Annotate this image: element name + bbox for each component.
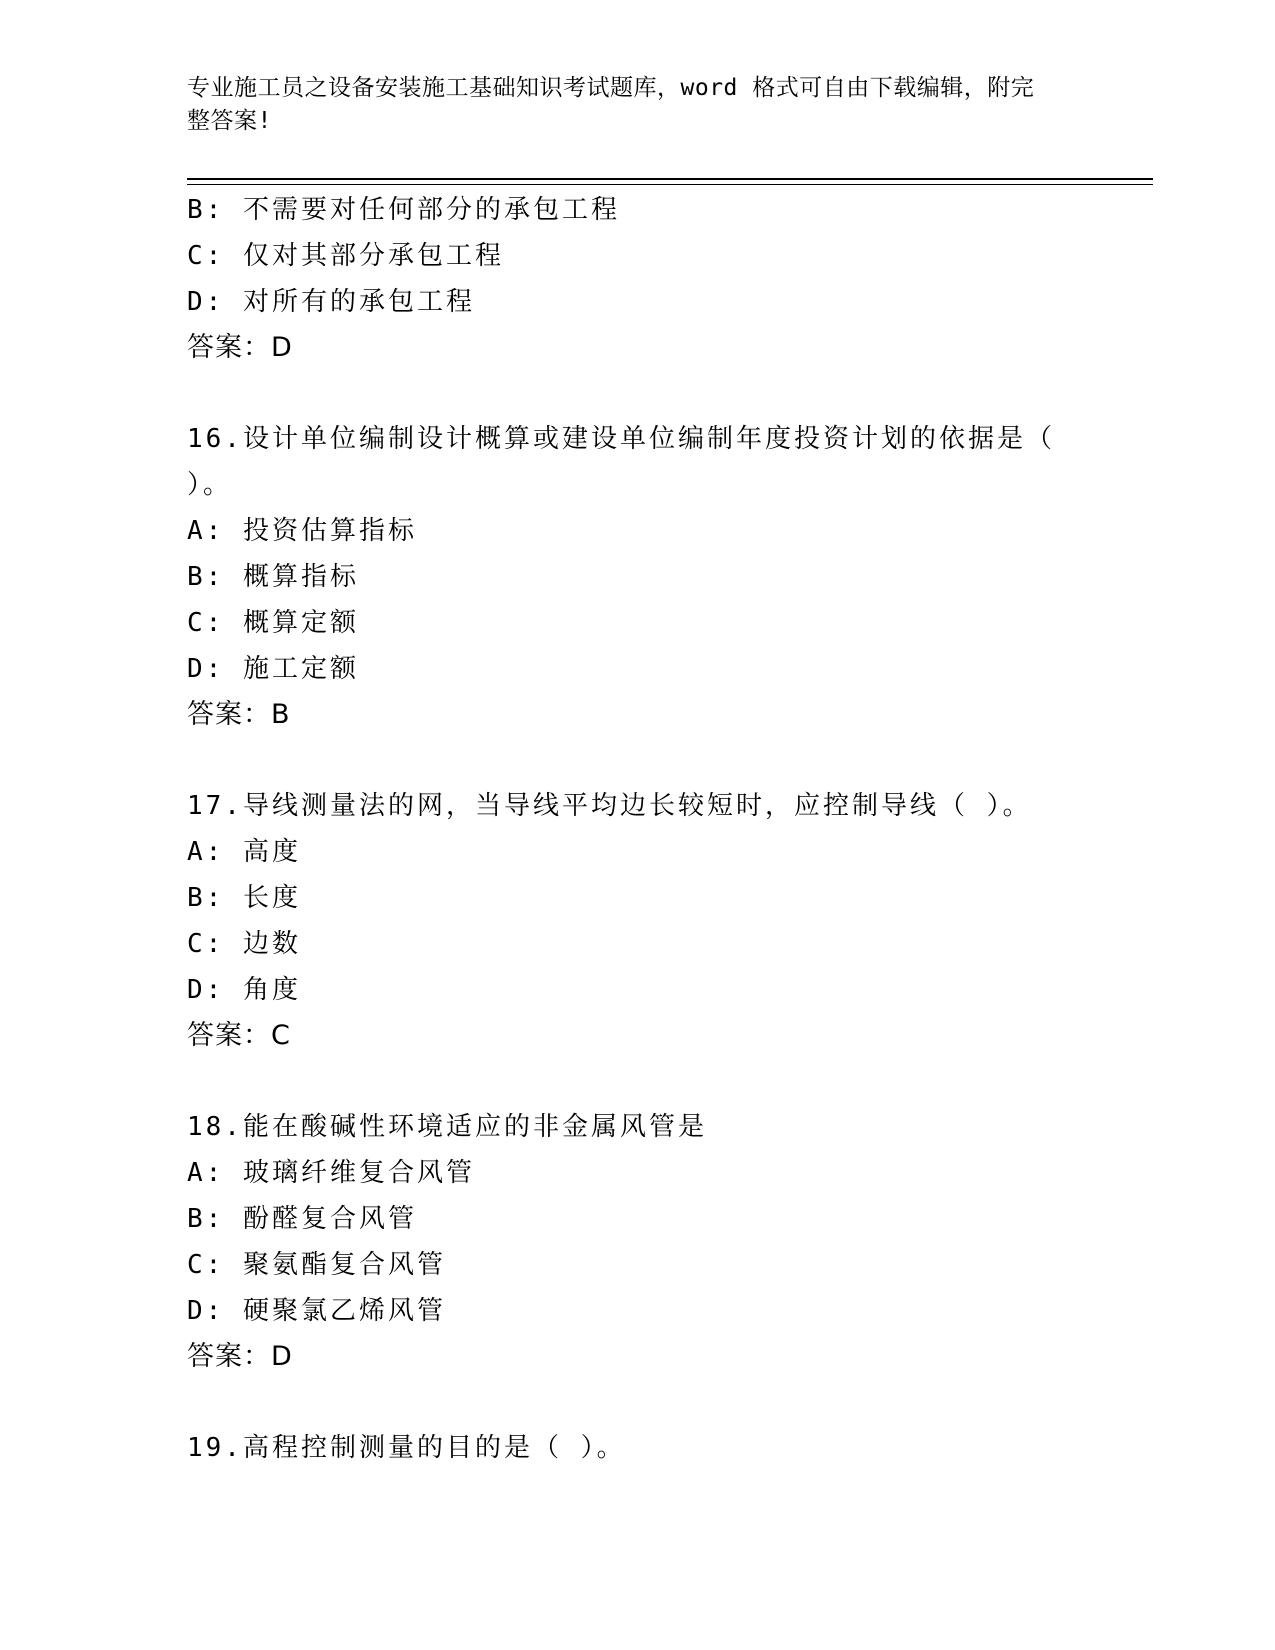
option-a: A: 高度 — [187, 837, 301, 867]
option-b: B: 长度 — [187, 883, 301, 913]
option-d: D: 硬聚氯乙烯风管 — [187, 1296, 446, 1326]
option-d: D: 施工定额 — [187, 654, 359, 684]
question-stem: 16.设计单位编制设计概算或建设单位编制年度投资计划的依据是（ — [187, 424, 1055, 454]
question-stem-continued: ）。 — [187, 470, 233, 500]
question-stem: 19.高程控制测量的目的是（ ）。 — [187, 1433, 626, 1463]
option-b: B: 酚醛复合风管 — [187, 1204, 417, 1234]
answer: 答案：D — [187, 1341, 293, 1372]
option-d: D: 角度 — [187, 975, 301, 1005]
question-16 — [187, 416, 1087, 738]
answer: 答案：B — [187, 699, 291, 730]
option-b: B: 不需要对任何部分的承包工程 — [187, 195, 620, 225]
option-c: C: 聚氨酯复合风管 — [187, 1250, 446, 1280]
question-stem: 18.能在酸碱性环境适应的非金属风管是 — [187, 1112, 707, 1142]
option-c: C: 概算定额 — [187, 608, 359, 638]
option-a: A: 玻璃纤维复合风管 — [187, 1158, 475, 1188]
question-15-tail — [187, 187, 1087, 371]
question-list — [187, 187, 1087, 1471]
question-stem: 17.导线测量法的网，当导线平均边长较短时，应控制导线（ ）。 — [187, 791, 1032, 821]
header-divider-thick — [187, 178, 1153, 180]
option-c: C: 仅对其部分承包工程 — [187, 241, 504, 271]
option-b: B: 概算指标 — [187, 562, 359, 592]
option-d: D: 对所有的承包工程 — [187, 287, 475, 317]
question-18 — [187, 1104, 1087, 1380]
header-line-2: 整答案! — [187, 108, 272, 134]
option-c: C: 边数 — [187, 929, 301, 959]
option-a: A: 投资估算指标 — [187, 516, 417, 546]
answer: 答案：D — [187, 332, 293, 363]
question-19 — [187, 1425, 1087, 1471]
document-header — [187, 72, 1067, 138]
header-divider-thin — [187, 184, 1153, 185]
header-line-1: 专业施工员之设备安装施工基础知识考试题库，word 格式可自由下载编辑，附完 — [187, 75, 1035, 101]
answer: 答案：C — [187, 1020, 291, 1051]
question-17 — [187, 783, 1087, 1059]
